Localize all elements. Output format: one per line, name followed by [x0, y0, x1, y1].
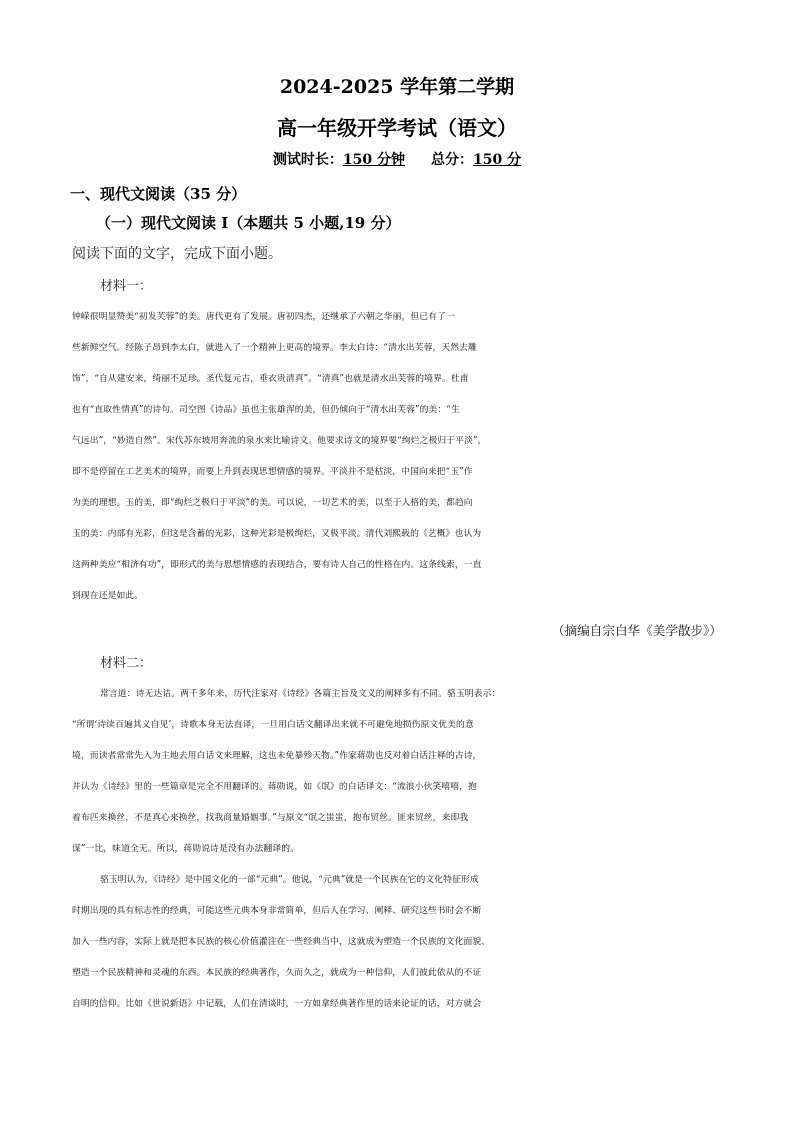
material2-line: 骆玉明认为，《诗经》是中国文化的一部“元典”。他说，“元典”就是一个民族在它的文化特征形成 [100, 875, 479, 885]
material1-line: 也有“直取性情真”的诗句。司空图《诗品》虽也主张雄浑的美，但仍倾向于“清水出芙蓉”的美：“生 [72, 405, 460, 415]
material1-line: 气远出”，“妙造自然”。宋代苏东坡用奔流的泉水来比喻诗文。他要求诗文的境界要“绚烂之极归于平淡”， [72, 436, 487, 446]
exam-term-title: 2024-2025 学年第二学期 [279, 76, 515, 98]
material2-label: 材料二： [100, 656, 153, 671]
material2-line: 塑造一个民族精神和灵魂的东西。本民族的经典著作，久而久之，就成为一种信仰，人们彼此依从的不证 [72, 968, 482, 978]
material2-line: 自明的信仰。比如《世说新语》中记载，人们在清谈时，一方如拿经典著作里的话来论证的话，对方就会 [72, 999, 482, 1009]
score-label: 总分： [431, 152, 473, 168]
material1-line: 饰”，“自从建安来，绮丽不足珍。圣代复元古，垂衣贵清真”。“清真”也就是清水出芙蓉的境界。杜甫 [72, 374, 469, 384]
material2-line: 着布匹来换丝，不是真心来换丝，找我商量婚姻事。”与原文“氓之蚩蚩，抱布贸丝。匪来贸丝，来即我 [72, 813, 469, 823]
subsection-heading: （一）现代文阅读 I（本题共 5 小题,19 分） [96, 214, 401, 232]
material1-line: 钟嵘很明显赞美“初发芙蓉”的美。唐代更有了发展。唐初四杰，还继承了六朝之华丽，但已有了一 [72, 312, 455, 322]
material1-line: 这两种美应“相济有功”，即形式的美与思想情感的表现结合，要有诗人自己的性格在内。这条线索，一直 [72, 560, 482, 570]
instruction-text: 阅读下面的文字，完成下面小题。 [72, 246, 282, 262]
score-value: 150 分 [473, 152, 522, 168]
exam-title: 高一年级开学考试（语文） [277, 116, 517, 140]
section-heading: 一、现代文阅读（35 分） [70, 185, 247, 203]
duration-label: 测试时长： [272, 152, 343, 168]
material2-line: 时期出现的具有标志性的经典，可能这些元典本身非常简单，但后人在学习、阐释、研究这些书时会不断 [72, 906, 482, 916]
duration-value: 150 分钟 [342, 152, 405, 168]
material1-line: 到现在还是如此。 [72, 591, 144, 601]
material1-line: 为美的理想。玉的美，即“绚烂之极归于平淡”的美。可以说，一切艺术的美，以至于人格的美，都趋向 [72, 498, 473, 508]
exam-info [0, 149, 794, 169]
material2-line: 加入一些内容，实际上就是把本民族的核心价值灌注在一些经典当中，这就成为塑造一个民族的文化面貌、 [72, 937, 491, 947]
material2-line: 谋”一比，味道全无。所以，蒋勋说诗是没有办法翻译的。 [72, 844, 300, 854]
material1-line: 些新鲜空气。经陈子昂到李太白，就进入了一个精神上更高的境界。李太白诗：“清水出芙蓉，天然去雕 [72, 343, 477, 353]
material1-label: 材料一： [100, 279, 153, 294]
material1-line: 玉的美：内部有光彩，但这是含蓄的光彩，这种光彩是极绚烂，又极平淡。清代刘熙载的《艺概》也认为 [72, 529, 482, 539]
material1-citation: （摘编自宗白华《美学散步》） [551, 623, 722, 638]
material2-line: 常言道：诗无达诂。两千多年来，历代注家对《诗经》各篇主旨及文义的阐释多有不同。骆玉明表示： [100, 689, 501, 699]
material2-line: “所谓‘诗读百遍其义自见’，诗歌本身无法直译，一旦用白话文翻译出来就不可避免地损伤原文优美的意 [72, 720, 474, 730]
material1-line: 即不是停留在工艺美术的境界，而要上升到表现思想情感的境界。平淡并不是枯淡，中国向来把“玉”作 [72, 467, 473, 477]
material2-line: 境，而读者常常先入为主地去用白话文来理解，这也未免暴殄天物。”作家蒋勋也反对着白话注释的古诗， [72, 751, 482, 761]
material2-line: 并认为《诗经》里的一些篇章是完全不用翻译的。蒋勋说，如《氓》的白话译文：“流浪小伙笑嘻嘻，抱 [72, 782, 477, 792]
